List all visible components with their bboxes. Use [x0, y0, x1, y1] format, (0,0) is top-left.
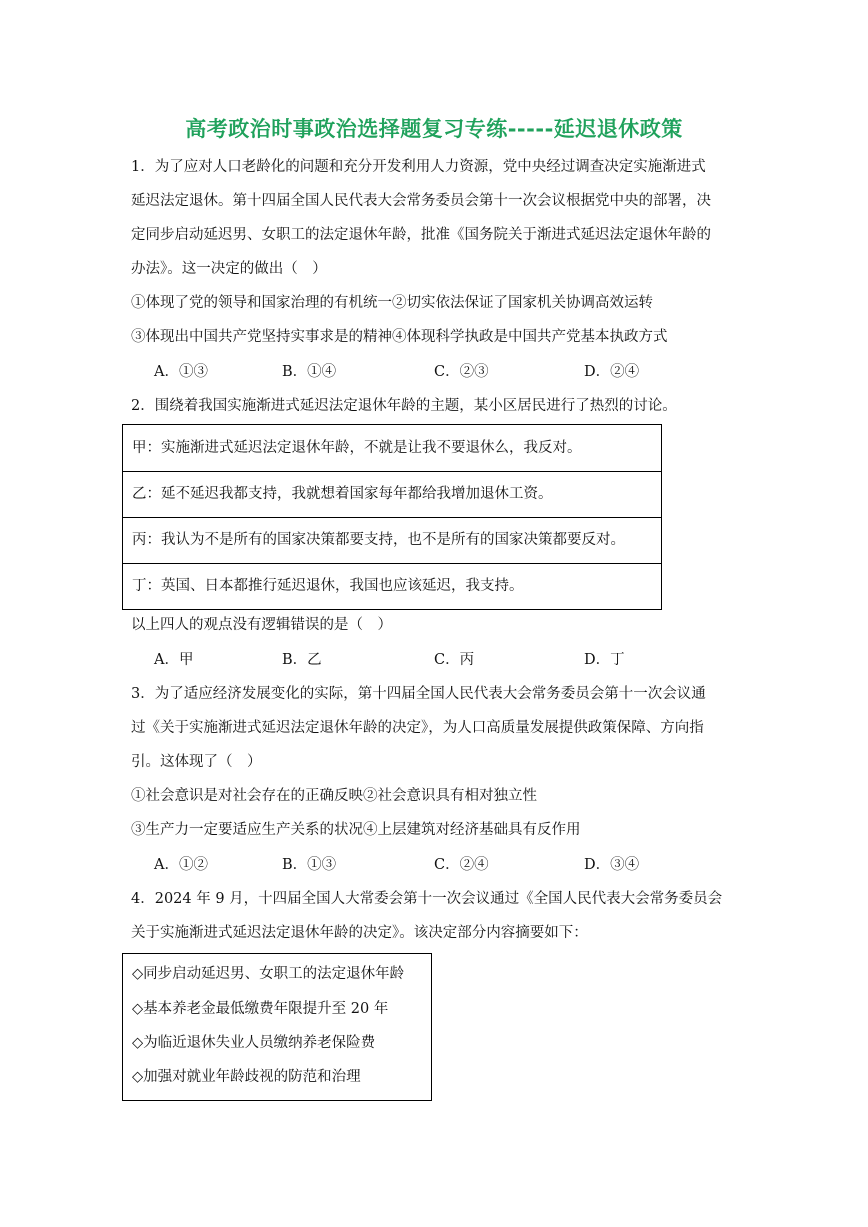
q2-question: 以上四人的观点没有逻辑错误的是（ ） [131, 617, 392, 633]
q2-stem: 2．围绕着我国实施渐进式延迟法定退休年龄的主题，某小区居民进行了热烈的讨论。 [131, 398, 677, 414]
option-a[interactable]: A．甲 [154, 652, 194, 668]
option-a[interactable]: A．①③ [154, 364, 208, 380]
q1-statement-line: ③体现出中国共产党坚持实事求是的精神④体现科学执政是中国共产党基本执政方式 [131, 329, 668, 345]
excerpt-item: ◇为临近退休失业人员缴纳养老保险费 [132, 1035, 376, 1051]
option-b[interactable]: B．①④ [282, 364, 337, 380]
opinion-text: 丙：我认为不是所有的国家决策都要支持，也不是所有的国家决策都要反对。 [132, 532, 625, 548]
opinion-row [123, 471, 661, 518]
q3-statement-line: ③生产力一定要适应生产关系的状况④上层建筑对经济基础具有反作用 [131, 822, 581, 838]
excerpt-item: ◇加强对就业年龄歧视的防范和治理 [132, 1069, 361, 1085]
option-d[interactable]: D．②④ [584, 364, 640, 380]
q4-line: 关于实施渐进式延迟法定退休年龄的决定》。该决定部分内容摘要如下： [131, 925, 588, 941]
opinion-row [123, 425, 661, 472]
q1-line: 定同步启动延迟男、女职工的法定退休年龄，批准《国务院关于渐进式延迟法定退休年龄的 [131, 227, 711, 243]
opinion-row [123, 517, 661, 564]
q1-statement-line: ①体现了党的领导和国家治理的有机统一②切实依法保证了国家机关协调高效运转 [131, 295, 653, 311]
q3-statement-line: ①社会意识是对社会存在的正确反映②社会意识具有相对独立性 [131, 788, 537, 804]
option-c[interactable]: C．丙 [434, 652, 475, 668]
opinion-row [123, 563, 661, 609]
option-c[interactable]: C．②④ [434, 857, 489, 873]
q1-line: 办法》。这一决定的做出（ ） [131, 261, 327, 277]
option-b[interactable]: B．①③ [282, 857, 337, 873]
excerpt-item: ◇基本养老金最低缴费年限提升至 20 年 [132, 1001, 389, 1017]
option-c[interactable]: C．②③ [434, 364, 489, 380]
opinion-text: 甲：实施渐进式延迟法定退休年龄，不就是让我不要退休么，我反对。 [132, 440, 582, 456]
q2-opinion-table [122, 424, 662, 610]
q3-line: 引。这体现了（ ） [131, 754, 262, 770]
q3-line: 过《关于实施渐进式延迟法定退休年龄的决定》，为人口高质量发展提供政策保障、方向指 [131, 720, 704, 736]
page-title: 高考政治时事政治选择题复习专练-----延迟退休政策 [185, 117, 683, 141]
option-a[interactable]: A．①② [154, 857, 208, 873]
q4-line: 4．2024 年 9 月，十四届全国人大常委会第十一次会议通过《全国人民代表大会常务委员会 [131, 891, 723, 907]
q3-line: 3．为了适应经济发展变化的实际，第十四届全国人民代表大会常务委员会第十一次会议通 [131, 686, 706, 702]
q1-line: 延迟法定退休。第十四届全国人民代表大会常务委员会第十一次会议根据党中央的部署，决 [131, 193, 711, 209]
option-d[interactable]: D．丁 [584, 652, 625, 668]
q4-excerpt-box [122, 953, 432, 1101]
excerpt-item: ◇同步启动延迟男、女职工的法定退休年龄 [132, 966, 405, 982]
opinion-text: 丁：英国、日本都推行延迟退休，我国也应该延迟，我支持。 [132, 578, 524, 594]
option-d[interactable]: D．③④ [584, 857, 640, 873]
option-b[interactable]: B．乙 [282, 652, 322, 668]
opinion-text: 乙：延不延迟我都支持，我就想着国家每年都给我增加退休工资。 [132, 486, 553, 502]
q1-line: 1．为了应对人口老龄化的问题和充分开发利用人力资源，党中央经过调查决定实施渐进式 [131, 159, 706, 175]
